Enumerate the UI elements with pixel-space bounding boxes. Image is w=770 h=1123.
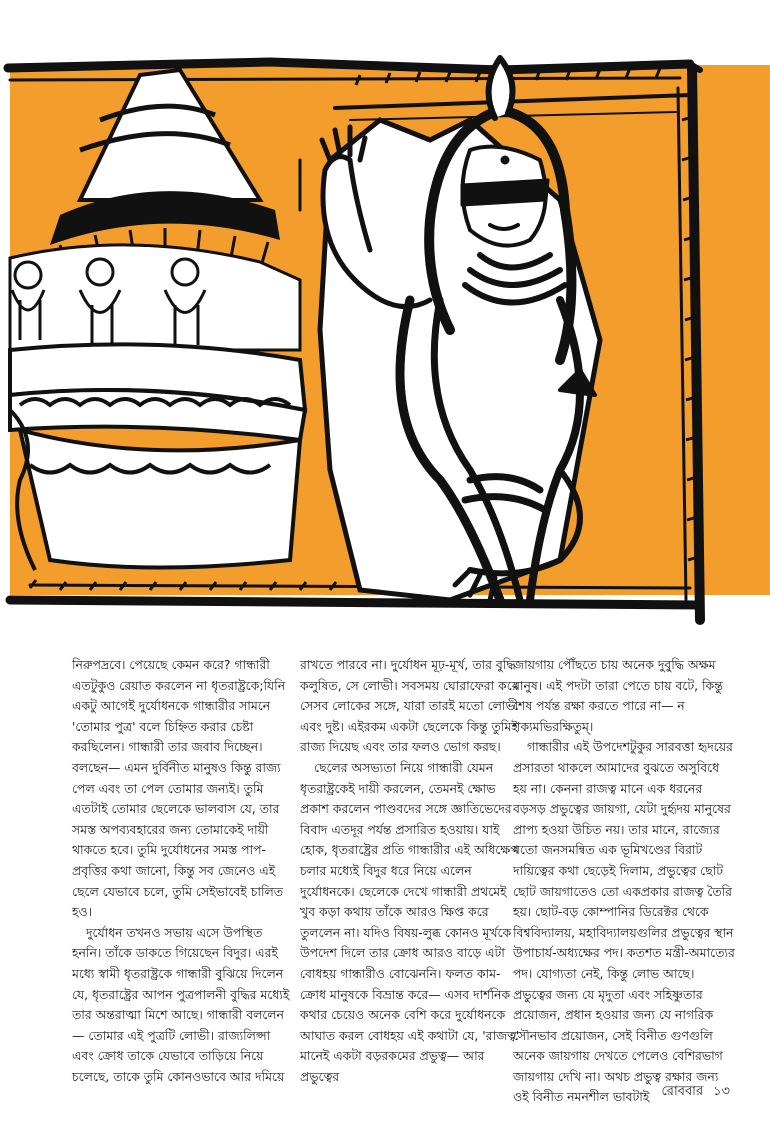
paragraph: জায়গায় পৌঁছতে চায় অনেক দুবুদ্ধি অক্ষম মানুষ। এই পদটা তারা পেতে চায় বটে, কিন্তু শেষ পর্যন্ত রক্ষা করতে পারে না— ন শক্যমভিরক্ষিতুম্। <box>513 657 723 734</box>
text-column-2 <box>300 655 522 1087</box>
page-footer <box>652 1082 730 1103</box>
paragraph: নিরুপদ্রবে। পেয়েছে কেমন করে? গান্ধারী এতটুকুও রেয়াত করলেন না ধৃতরাষ্ট্রকে;যিনি একটু আগেই দুর্যোধনকে গান্ধারীর সামনে 'তোমার পুত্র' বলে চিহ্নিত করার চেষ্টা করছিলেন। গান্ধারী তার জবাব দিচ্ছেন। বলছেন— এমন দুর্বিনীত মানুষও কিন্তু রাজ্য পেল এবং তা পেল তোমার জন্যই। তুমি এতটাই তোমার ছেলেকে ভালবাস যে, তার সমস্ত অপব্যবহারের জন্য তোমাকেই দায়ী থাকতে হবে। তুমি দুর্যোধনের সমস্ত পাপ-প্রবৃত্তির কথা জানো, কিন্তু সব জেনেও এই ছেলে যেভাবে চলে, তুমি সেইভাবেই চালিত হও। <box>72 657 286 920</box>
text-column-1 <box>72 655 294 1087</box>
text-column-3 <box>513 655 735 1108</box>
page-number: ১৩ <box>713 1084 730 1099</box>
paragraph: ছেলের অসভ্যতা নিয়ে গান্ধারী যেমন ধৃতরাষ্ট্রকেই দায়ী করলেন, তেমনই ক্ষোভ প্রকাশ করলেন পাণ্ডবদের সঙ্গে জ্ঞাতিভেদের বিবাদ এতদূর পর্যন্ত প্রসারিত হওয়ায়। যাই হোক, ধৃতরাষ্ট্রের প্রতি গান্ধারীর এই অধিক্ষেপ চলার মধ্যেই বিদুর ধরে নিয়ে এলেন দুর্যোধনকে। ছেলেকে দেখে গান্ধারী প্রথমেই খুব কড়া কথায় তাঁকে আরও ক্ষিপ্ত করে তুললেন না। যদিও বিষয়-লুব্ধ কোনও মূর্খকে উপদেশ দিলে তার ক্রোধ আরও বাড়ে এটা বোধহয় গান্ধারীও বোঝেননি। ফলত কাম-ক্রোধ মানুষকে বিভ্রান্ত করে— এসব দার্শনিক কথার চেয়েও অনেক বেশি করে দুর্যোধনকে আঘাত করল বোধহয় এই কথাটা যে, 'রাজত্ব' মানেই একটা বড়রকমের প্রভুত্ব— আর প্রভুত্বের <box>300 759 520 1084</box>
seated-figures <box>10 245 300 350</box>
paragraph: রাখতে পারবে না। দুর্যোধন মূঢ়-মূর্খ, তার বুদ্ধি কলুষিত, সে লোভী। সবসময় ঘোরাফেরা করে সেসব লোকের সঙ্গে, যারা তারই মতো লোভী এবং দুষ্ট। এইরকম একটা ছেলেকে কিন্তু তুমিই রাজ্য দিয়েছ এবং তার ফলও ভোগ করছ। <box>300 657 519 755</box>
magazine-name: রোববার <box>661 1084 704 1099</box>
platform <box>10 344 305 570</box>
paragraph: দুর্যোধন তখনও সভায় এসে উপস্থিত হননি। তাঁকে ডাকতে গিয়েছেন বিদুর। এরই মধ্যে স্বামী ধৃতরাষ্ট্রকে গান্ধারী বুঝিয়ে দিলেন যে, ধৃতরাষ্ট্রের আপন পুত্রপালনী বুদ্ধির মধ্যেই তার অন্তরাত্মা মিশে আছে। গান্ধারী বললেন— তোমার এই পুত্রটি লোভী। রাজ্যলিপ্সা এবং ক্রোধ তাকে যেভাবে তাড়িয়ে নিয়ে চলেছে, তাকে তুমি কোনওভাবে আর দমিয়ে <box>72 924 290 1084</box>
paragraph: গান্ধারীর এই উপদেশটুকুর সারবত্তা হৃদয়ের প্রসারতা থাকলে আমাদের বুঝতে অসুবিধে হয় না। কেননা রাজত্ব মানে এক ধরনের বড়সড় প্রভুত্বের জায়গা, যেটা দুর্হৃদয় মানুষের প্রাপ্য হওয়া উচিত নয়। তার মানে, রাজ্যের মতো জনসমন্বিত এক ভূমিখণ্ডের বিরাট দায়িত্বের কথা ছেড়েই দিলাম, প্রভুত্বের ছোট ছোট জায়গাতেও তো একপ্রকার রাজত্ব তৈরি হয়। ছোট-বড় কোম্পানির ডিরেক্টর থেকে বিশ্ববিদ্যালয়, মহাবিদ্যালয়গুলির প্রভুত্বের স্থান উপাচার্য-অধ্যক্ষের পদ। কতশত মন্ত্রী-অমাত্যের পদ। যোগ্যতা নেই, কিন্তু লোভ আছে। প্রভুত্বের জন্য যে মৃদুতা এবং সহিষ্ণুতার প্রয়োজন, প্রধান হওয়ার জন্য যে নাগরিক সৌনভাব প্রয়োজন, সেই বিনীত গুণগুলি অনেক জায়গায় দেখতে পেলেও বেশিরভাগ জায়গায় দেখি না। অথচ প্রভুত্ব রক্ষার জন্য ওই বিনীত নমনশীল ভাবটাই <box>513 739 735 1105</box>
